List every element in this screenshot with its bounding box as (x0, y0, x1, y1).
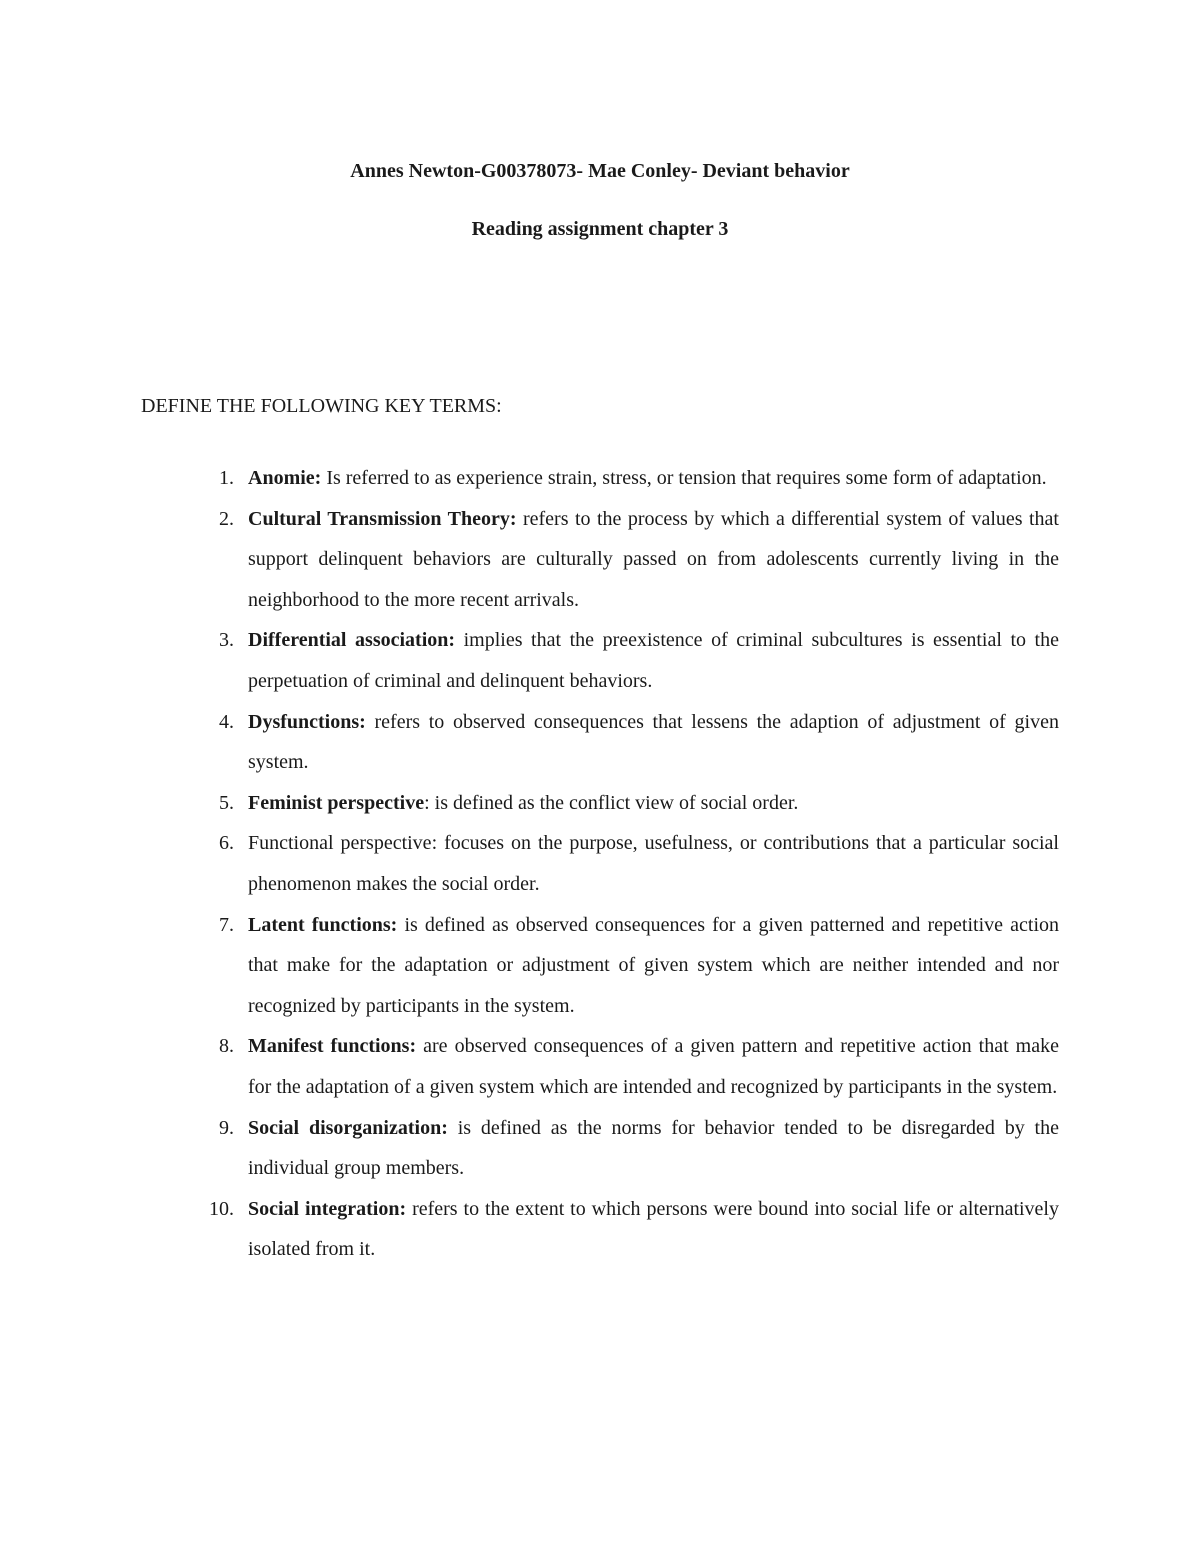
list-number: 7. (219, 913, 234, 936)
document-subtitle: Reading assignment chapter 3 (471, 218, 729, 240)
document-title: Annes Newton-G00378073- Mae Conley- Deviant behavior (350, 160, 850, 182)
list-number: 3. (219, 629, 234, 652)
list-item (0, 458, 1059, 499)
term-definition: is defined as the norms for behavior tended to be disregarded by the individual group members. (248, 1116, 1059, 1180)
list-number: 5. (219, 791, 234, 814)
term-name: Latent functions: (248, 913, 398, 936)
term-definition: : is defined as the conflict view of social order. (424, 791, 799, 814)
section-heading: DEFINE THE FOLLOWING KEY TERMS: (141, 395, 502, 417)
list-number: 6. (219, 832, 234, 855)
term-definition: is defined as observed consequences for a given patterned and repetitive action that make for the adaptation or adjustment of given system which are neither intended and nor recognized by participants in the system. (248, 913, 1060, 1017)
term-name: Anomie: (248, 467, 322, 489)
term-definition: refers to the extent to which persons were bound into social life or alternatively isolated from it. (248, 1197, 1059, 1261)
term-name: Feminist perspective (248, 791, 425, 814)
term-definition: Functional perspective: focuses on the purpose, usefulness, or contributions that a particular social phenomenon makes the social order. (248, 832, 1059, 895)
list-number: 8. (219, 1035, 234, 1058)
term-name: Dysfunctions: (248, 710, 366, 733)
term-definition: refers to the process by which a differential system of values that support delinquent behaviors are culturally passed on from adolescents currently living in the neighborhood to the more recent arrivals. (248, 507, 1059, 611)
term-definition: implies that the preexistence of criminal subcultures is essential to the perpetuation of criminal and delinquent behaviors. (248, 629, 1059, 692)
list-number: 1. (219, 467, 234, 489)
list-item (0, 702, 1059, 783)
term-name: Differential association: (248, 629, 456, 652)
list-item (0, 620, 1059, 701)
term-definition: refers to observed consequences that lessens the adaption of adjustment of given system. (248, 710, 1059, 774)
term-definition: are observed consequences of a given pattern and repetitive action that make for the adaptation of a given system which are intended and recognized by participants in the system. (248, 1035, 1059, 1098)
list-item (0, 1026, 1059, 1107)
term-definition: Is referred to as experience strain, stress, or tension that requires some form of adaptation. (321, 467, 1047, 489)
term-name: Social integration: (248, 1197, 407, 1220)
list-item (0, 823, 1059, 904)
list-item (0, 1189, 1059, 1270)
list-item (0, 905, 1059, 1027)
list-item (0, 1108, 1059, 1189)
key-terms-list (0, 458, 1200, 1270)
list-item (0, 783, 1059, 824)
term-name: Social disorganization: (248, 1116, 448, 1139)
list-number: 2. (219, 507, 234, 530)
list-item (0, 499, 1059, 621)
list-number: 4. (219, 710, 234, 733)
list-number: 9. (219, 1116, 234, 1139)
list-number: 10. (209, 1197, 234, 1220)
term-name: Cultural Transmission Theory: (248, 507, 517, 530)
term-name: Manifest functions: (248, 1035, 417, 1058)
